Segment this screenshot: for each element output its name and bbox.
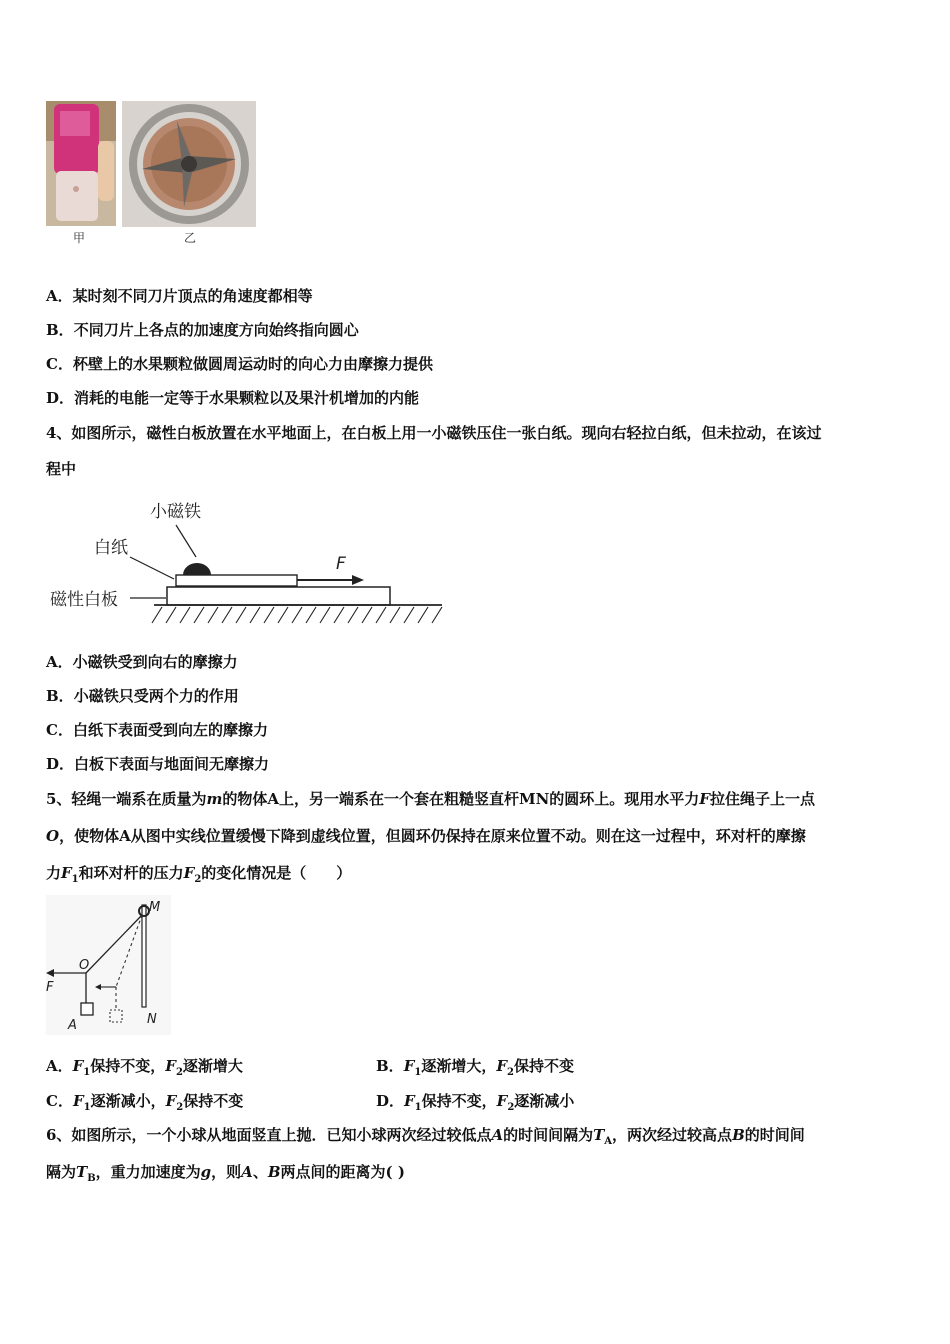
label-force-f: F [336, 554, 346, 574]
q5-stem-line-1: 5、轻绳一端系在质量为m的物体A上，另一端系在一个套在粗糙竖直杆MN的圆环上。现用水平力F拉住绳子上一点 [46, 790, 815, 808]
object-a [81, 1003, 93, 1015]
figure-caption-right: 乙 [184, 231, 197, 245]
q6-stem-line-1: 6、如图所示，一个小球从地面竖直上抛．已知小球两次经过较低点A的时间间隔为$T_A$，两次经过较高点B的时间间 [46, 1126, 805, 1147]
q5-option-d: D．$F_1$保持不变，$F_2$逐渐减小 [376, 1092, 575, 1113]
q5-option-c: C．$F_1$逐渐减小，$F_2$保持不变 [46, 1092, 244, 1113]
figure-caption-left: 甲 [73, 231, 86, 245]
label-small-magnet: 小磁铁 [150, 502, 201, 522]
white-paper [176, 575, 297, 586]
q4-option-a: A．小磁铁受到向右的摩擦力 [46, 653, 238, 671]
label-m: M [149, 900, 161, 915]
q4-stem-line-2: 程中 [46, 460, 77, 478]
blade-photo [122, 101, 256, 227]
label-n: N [147, 1012, 157, 1027]
rod-mn [142, 905, 146, 1007]
q5-figure [46, 895, 171, 1035]
q4-option-b: B．小磁铁只受两个力的作用 [46, 687, 239, 705]
small-magnet [183, 563, 211, 575]
q5-option-a: A．$F_1$保持不变，$F_2$逐渐增大 [46, 1057, 243, 1078]
q4-figure [46, 493, 446, 633]
q5-option-b: B．$F_1$逐渐增大，$F_2$保持不变 [376, 1057, 574, 1078]
label-magnetic-board: 磁性白板 [50, 590, 118, 610]
q3-option-a: A．某时刻不同刀片顶点的角速度都相等 [46, 287, 313, 305]
juicer-photo [46, 101, 116, 226]
q3-option-b: B．不同刀片上各点的加速度方向始终指向圆心 [46, 321, 359, 339]
magnetic-board [167, 587, 390, 605]
q5-stem-line-3: 力$F_1$和环对杆的压力$F_2$的变化情况是（ ） [46, 864, 352, 885]
label-f: F [46, 980, 54, 995]
label-a: A [68, 1018, 77, 1033]
q4-stem-line-1: 4、如图所示，磁性白板放置在水平地面上，在白板上用一小磁铁压住一张白纸。现向右轻拉白纸，但未拉动，在该过 [46, 424, 822, 442]
label-white-paper: 白纸 [94, 538, 128, 558]
q3-option-d: D．消耗的电能一定等于水果颗粒以及果汁机增加的内能 [46, 389, 420, 407]
q4-option-c: C．白纸下表面受到向左的摩擦力 [46, 721, 268, 739]
q6-stem-line-2: 隔为$T_B$，重力加速度为g，则A、B两点间的距离为( ) [46, 1163, 405, 1184]
label-o: O [79, 958, 90, 973]
q4-option-d: D．白板下表面与地面间无摩擦力 [46, 755, 270, 773]
q3-option-c: C．杯壁上的水果颗粒做圆周运动时的向心力由摩擦力提供 [46, 355, 433, 373]
force-arrow [352, 575, 364, 585]
q5-stem-line-2: O，使物体A从图中实线位置缓慢下降到虚线位置，但圆环仍保持在原来位置不动。则在这一过程中，环对杆的摩擦 [46, 827, 806, 845]
